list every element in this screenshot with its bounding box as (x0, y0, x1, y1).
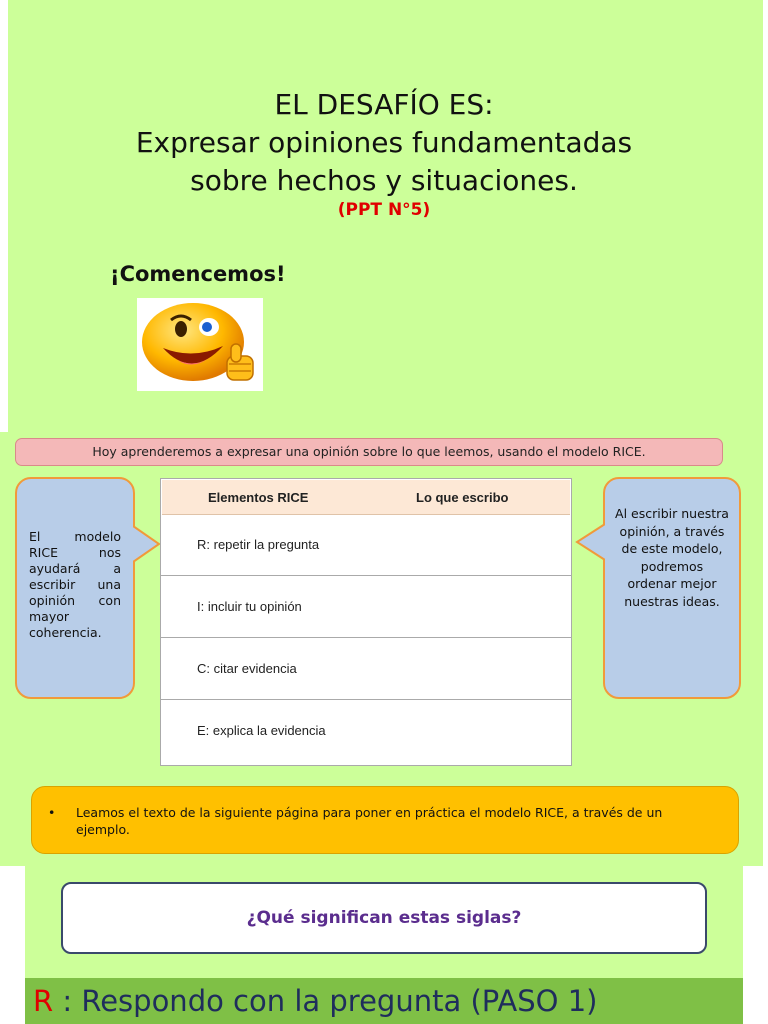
right-speech-bubble (603, 477, 741, 699)
instruction-box (31, 786, 739, 854)
slide-title (0, 86, 768, 200)
title-line-1: EL DESAFÍO ES: (274, 88, 494, 121)
left-speech-bubble (15, 477, 135, 699)
right-bubble-text: Al escribir nuestra opinión, a través de este modelo, podremos ordenar mejor nuestras ideas. (615, 506, 729, 609)
winking-thumbs-up-emoji-icon (137, 298, 263, 391)
ppt-number-label: (PPT N°5) (337, 200, 431, 220)
table-row-e (161, 701, 571, 762)
r-letter: R (33, 984, 54, 1018)
header-lo-que-escribo: Lo que escribo (416, 490, 509, 505)
row-label: C: citar evidencia (197, 661, 297, 676)
instruction-text: Leamos el texto de la siguiente página para poner en práctica el modelo RICE, a través de un ejemplo. (76, 805, 663, 837)
title-line-2: Expresar opiniones fundamentadas (135, 126, 633, 159)
question-box: ¿Qué significan estas siglas? (61, 882, 707, 954)
table-row-c (161, 639, 571, 700)
comencemos-heading: ¡Comencemos! (110, 262, 286, 286)
left-bubble-text: El modelo RICE nos ayudará a escribir una opinión con mayor coherencia. (29, 529, 121, 640)
left-bubble-pointer (133, 524, 163, 564)
header-elementos-rice: Elementos RICE (208, 490, 309, 505)
right-bubble-pointer (573, 522, 605, 562)
objective-banner: Hoy aprenderemos a expresar una opinión sobre lo que leemos, usando el modelo RICE. (15, 438, 723, 466)
table-row-r (161, 515, 571, 576)
row-label: I: incluir tu opinión (197, 599, 302, 614)
rice-table-header (162, 480, 570, 515)
title-line-3: sobre hechos y situaciones. (190, 164, 578, 197)
r-step-bar (25, 978, 743, 1024)
bullet-icon: • (48, 805, 56, 820)
row-label: E: explica la evidencia (197, 723, 326, 738)
rice-table (160, 478, 572, 766)
row-label: R: repetir la pregunta (197, 537, 320, 552)
r-step-text: : Respondo con la pregunta (PASO 1) (53, 984, 598, 1018)
table-row-i (161, 577, 571, 638)
